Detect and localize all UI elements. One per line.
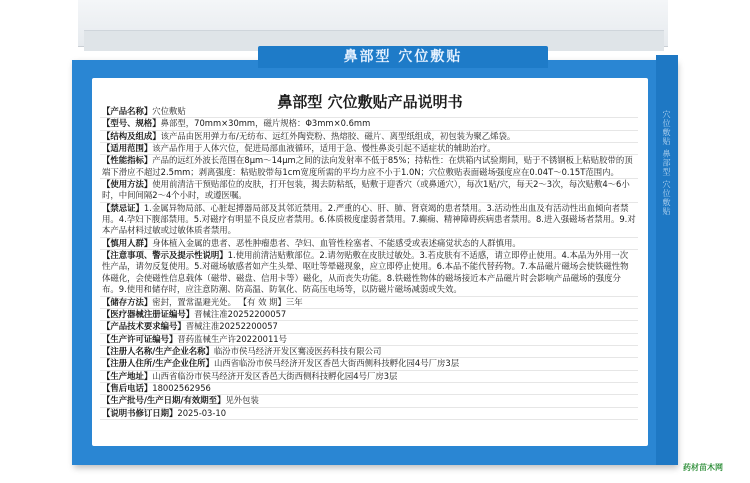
row-value: 见外包装 xyxy=(225,395,259,406)
row-label: 【说明书修订日期】 xyxy=(102,407,178,418)
row-value: 产品的远红外波长范围在8μm～14μm之间的法向发射率不低于85%；持粘性：在烘箱内试验期间，贴于不锈钢板上粘贴胶带的顶端下滑应不超过2.5mm；剥离强度：粘贴胶带每1cm宽度所需的平均力应不小于1.0N；穴位敷贴表面磁场强度应在0.04T～0.15T范围内。 xyxy=(102,155,633,177)
instruction-row xyxy=(100,395,638,407)
row-label: 【使用方法】 xyxy=(102,179,153,190)
row-label: 【慎用人群】 xyxy=(102,237,153,248)
row-value: 穴位敷贴 xyxy=(152,106,186,116)
row-label: 【产品技术要求编号】 xyxy=(102,321,186,332)
row-label: 【注册人住所/生产企业住所】 xyxy=(102,358,214,369)
row-value: 2025-03-10 xyxy=(177,407,227,418)
row-label: 【适用范围】 xyxy=(102,143,153,154)
instruction-row xyxy=(100,238,638,250)
row-label: 【注意事项、警示及提示性说明】 xyxy=(102,250,228,261)
row-value: 该产品作用于人体穴位，促进局部血液循环，适用于急、慢性鼻炎引起不适症状的辅助治疗。 xyxy=(152,143,496,154)
row-value: 晋械注准20252200057 xyxy=(185,321,278,332)
row-label: 【售后电话】 xyxy=(102,382,153,393)
row-label: 【生产地址】 xyxy=(102,370,153,381)
instruction-row xyxy=(100,371,638,383)
instruction-row xyxy=(100,346,638,358)
row-value: 鼻部型，70mm×30mm，磁片规格：Φ3mm×0.6mm xyxy=(160,118,371,129)
instruction-row xyxy=(100,297,638,309)
instruction-panel xyxy=(92,78,648,446)
row-label: 【禁忌证】 xyxy=(102,202,144,213)
instruction-row xyxy=(100,408,638,420)
document-title: 鼻部型 穴位敷贴产品说明书 xyxy=(277,93,463,111)
watermark-logo: 药材苗木网 xyxy=(683,463,723,472)
instruction-row xyxy=(100,118,638,130)
row-label: 【生产许可证编号】 xyxy=(102,333,178,344)
row-value: 山西省临汾市侯马经济开发区香邑大街西侧科技孵化园4号厂房3层 xyxy=(213,358,460,369)
instruction-row xyxy=(100,131,638,143)
instruction-row xyxy=(100,143,638,155)
row-value: 晋药监械生产许20220011号 xyxy=(177,333,288,344)
row-value: 临汾市侯马经济开发区騫凌医药科技有限公司 xyxy=(213,345,382,356)
instruction-row xyxy=(100,358,638,370)
instruction-row xyxy=(100,203,638,238)
instruction-row xyxy=(100,106,638,118)
row-label: 【储存方法】 xyxy=(102,296,153,307)
row-label: 【性能指标】 xyxy=(102,155,153,166)
instruction-row xyxy=(100,179,638,203)
row-value: 身体植入金属的患者、恶性肿瘤患者、孕妇、血管性栓塞者、不能感受或表述痛觉状态的人群慎用。 xyxy=(152,237,521,248)
package-top-label: 鼻部型 穴位敷贴 xyxy=(258,46,548,68)
instruction-row xyxy=(100,321,638,333)
instruction-row xyxy=(100,383,638,395)
instruction-row xyxy=(100,250,638,296)
instruction-row xyxy=(100,334,638,346)
row-label: 【生产批号/生产日期/有效期至】 xyxy=(102,395,226,406)
row-label: 【产品名称】 xyxy=(102,106,153,116)
row-value: 密封，置常温避光处。 【有 效 期】三年 xyxy=(152,296,303,307)
row-value: 该产品由医用弹力布/无纺布、远红外陶瓷粉、热熔胶、磁片、离型纸组成，初包装为聚乙烯袋。 xyxy=(160,130,516,141)
row-value: 山西省临汾市侯马经济开发区香邑大街西侧科技孵化园4号厂房3层 xyxy=(152,370,398,381)
instruction-rows xyxy=(100,106,638,420)
row-value: 18002562956 xyxy=(152,382,211,393)
row-label: 【结构及组成】 xyxy=(102,130,161,141)
row-value: 1.使用前清洁贴敷部位。2.请勿贴敷在皮肤过敏处。3.若皮肤有不适感，请立即停止使用。4.本品为外用一次性产品，请勿反复使用。5.对磁场敏感者如产生头晕、呕吐等晕磁现象，应立即停止使用。6.本品不能代替药物。7.本品磁片磁场会使铁磁性物体磁化，会使磁性信息载体（磁带、磁盘、信用卡等）磁化，从而丧失功能。8.铁磁性物体的磁场接近本产品磁片时会影响产品磁场的强度分布。9.使用和储存时，应注意防潮、防高温、防氧化、防高压电场等，以防磁片磁场减弱或失效。 xyxy=(102,250,629,295)
row-value: 晋械注准20252200057 xyxy=(194,308,287,319)
row-label: 【型号、规格】 xyxy=(102,118,161,129)
instruction-row xyxy=(100,309,638,321)
row-label: 【注册人名称/生产企业名称】 xyxy=(102,345,214,356)
package-side-text: 穴位敷贴 鼻部型 穴位敷贴 xyxy=(662,110,671,217)
instruction-row xyxy=(100,155,638,179)
row-value: 1.金属异物局部、心脏起搏器局部及其邻近禁用。2.严重的心、肝、肺、肾衰竭的患者禁用。3.活动性出血及有活动性出血倾向者禁用。4.孕妇下腹部禁用。5.对磁疗有明显不良反应者禁用。6.体质极度虚弱者禁用。7.癫痫、精神障碍疾病患者禁用。8.进入强磁场者禁用。9.对本产品材料过敏或过敏体质者禁用。 xyxy=(102,202,636,236)
row-value: 使用前清洁干预贴部位的皮肤，打开包装，揭去防粘纸，贴敷于迎香穴（或鼻通穴），每次1贴/穴，每天2～3次，每次贴敷4～6小时，中间间隔2～4个小时，或遵医嘱。 xyxy=(102,179,630,201)
row-label: 【医疗器械注册证编号】 xyxy=(102,308,195,319)
